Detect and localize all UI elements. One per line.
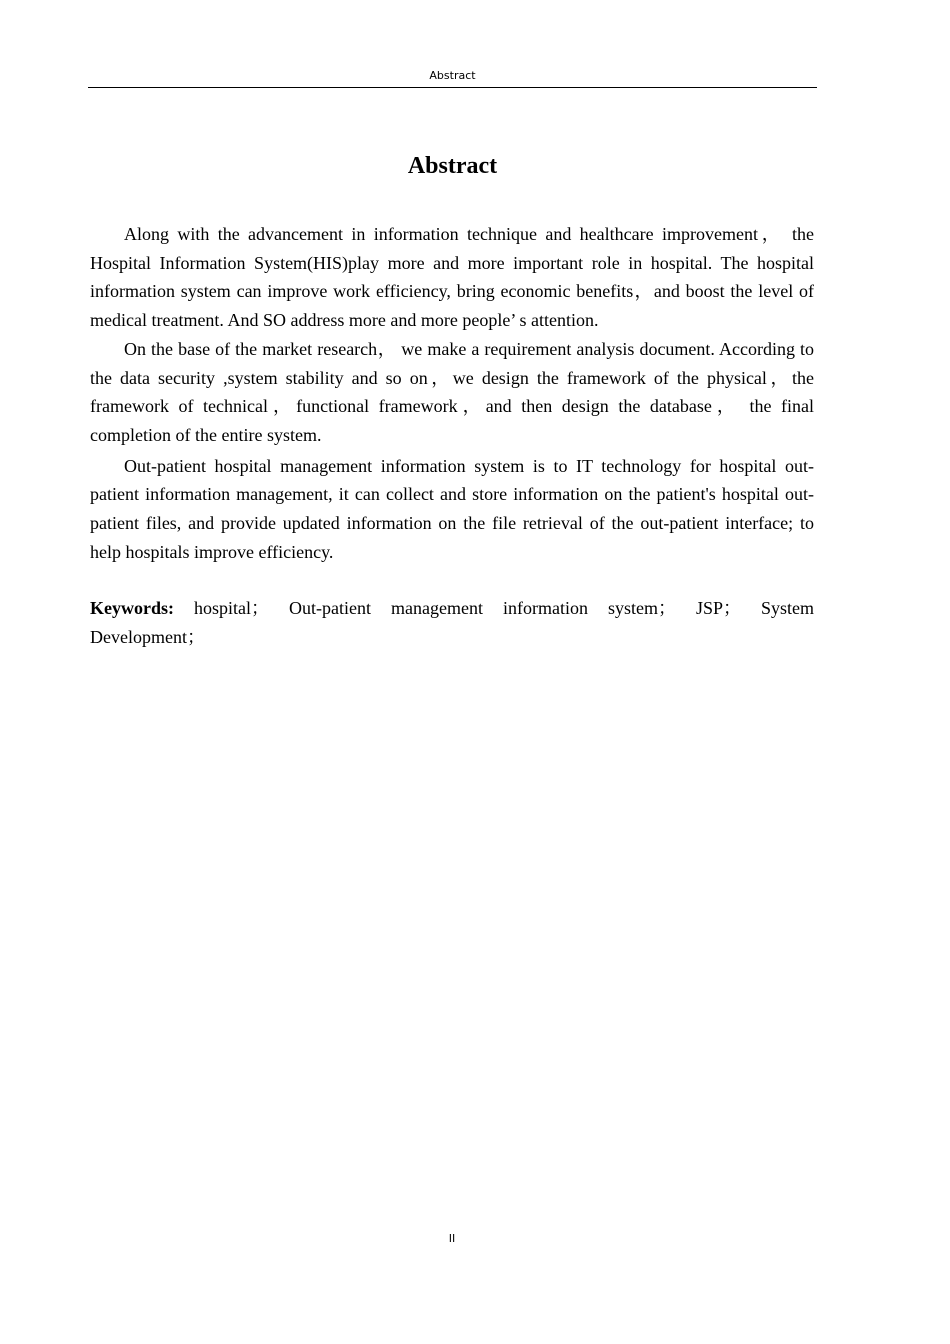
page-number: II (448, 1232, 456, 1245)
page-title: Abstract (407, 153, 498, 179)
running-header (88, 68, 817, 88)
abstract-paragraph: Along with the advancement in information technique and healthcare improvement， the Hospital Information System(HIS)play more and more important role in hospital. The hospital information system can improve work efficiency, bring economic benefits，and boost the level of medical treatment. And SO address more and more people’ s attention. (90, 224, 814, 331)
abstract-paragraph: On the base of the market research， we make a requirement analysis document. According to the data security ,system stability and so on，we design the framework of the physical，the framework of technical，functional framework，and then design the database， the final completion of the entire system. (90, 338, 814, 445)
abstract-paragraph: Out-patient hospital management information system is to IT technology for hospital out-patient information management, it can collect and store information on the patient's hospital out-patient files, and provide updated information on the file retrieval of the out-patient interface; to help hospitals improve efficiency. (90, 455, 814, 562)
keywords-text: hospital； Out-patient management information system； JSP； System Development； (90, 598, 814, 647)
keywords-label: Keywords: (90, 598, 174, 618)
keywords-line (90, 594, 814, 651)
running-header-title: Abstract (429, 69, 476, 82)
abstract-body (90, 220, 814, 566)
